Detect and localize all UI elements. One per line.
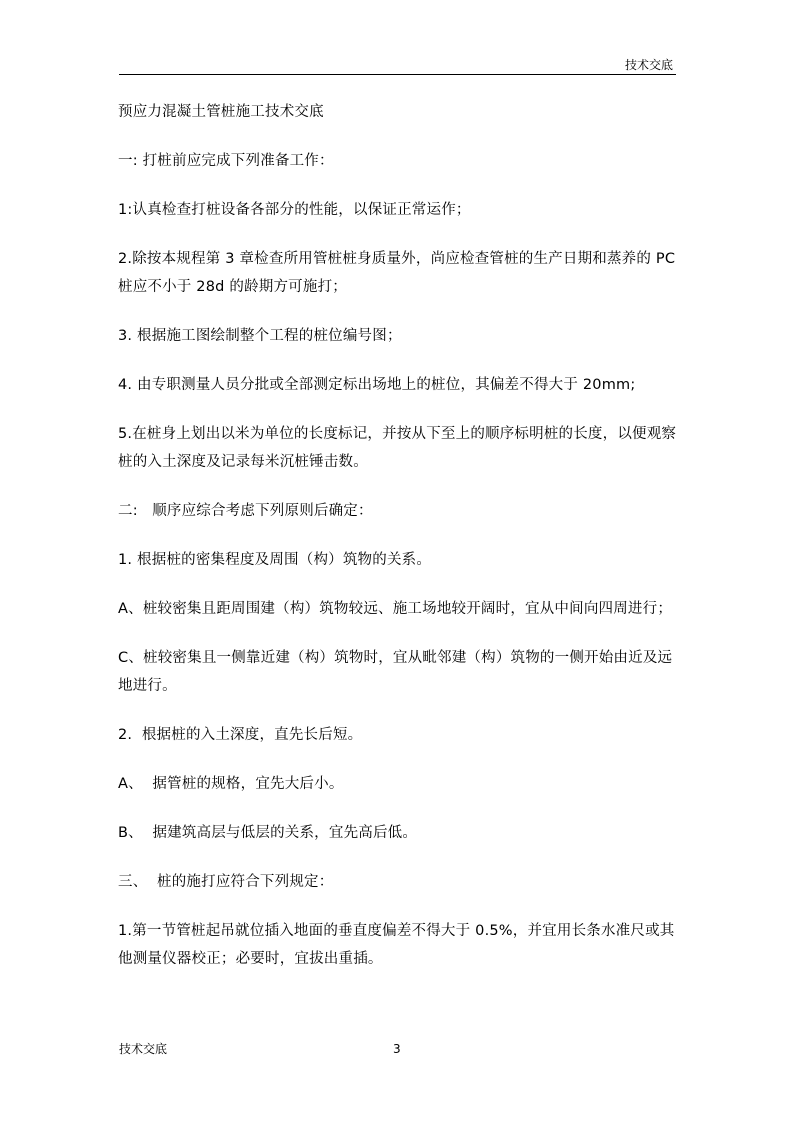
paragraph: 2.除按本规程第 3 章检查所用管桩桩身质量外，尚应检查管桩的生产日期和蒸养的 PC 桩应不小于 28d 的龄期方可施打； <box>118 251 680 295</box>
section-heading-1: 一: 打桩前应完成下列准备工作： <box>118 153 334 169</box>
paragraph: 1:认真检查打桩设备各部分的性能，以保证正常运作； <box>118 202 471 218</box>
paragraph: 4. 由专职测量人员分批或全部测定标出场地上的桩位，其偏差不得大于 20mm; <box>118 377 636 393</box>
document-body <box>118 98 678 994</box>
page-header-title: 技术交底 <box>624 58 673 72</box>
paragraph: 5.在桩身上划出以米为单位的长度标记，并按从下至上的顺序标明桩的长度，以便观察桩的入土深度及记录每米沉桩锤击数。 <box>118 426 677 470</box>
section-heading-2: 二: 顺序应综合考虑下列原则后确定： <box>118 503 373 519</box>
paragraph: C、桩较密集且一侧靠近建（构）筑物时，宜从毗邻建（构）筑物的一侧开始由近及远地进行。 <box>118 650 673 694</box>
paragraph: 1. 根据桩的密集程度及周围（构）筑物的关系。 <box>118 552 432 568</box>
header-divider <box>119 74 676 75</box>
section-heading-3: 三、 桩的施打应符合下列规定： <box>118 874 334 890</box>
paragraph: A、 据管桩的规格，宜先大后小。 <box>118 776 344 792</box>
paragraph: B、 据建筑高层与低层的关系，宜先高后低。 <box>118 825 418 841</box>
page-number: 3 <box>393 1042 401 1056</box>
paragraph: A、桩较密集且距周围建（构）筑物较远、施工场地较开阔时，宜从中间向四周进行； <box>118 601 673 617</box>
document-title: 预应力混凝土管桩施工技术交底 <box>118 104 324 120</box>
page-footer-text: 技术交底 <box>119 1042 168 1056</box>
paragraph: 1.第一节管桩起吊就位插入地面的垂直度偏差不得大于 0.5%，并宜用长条水准尺或其他测量仪器校正；必要时，宜拔出重插。 <box>118 923 675 967</box>
paragraph: 3. 根据施工图绘制整个工程的桩位编号图； <box>118 328 402 344</box>
paragraph: 2. 根据桩的入土深度，直先长后短。 <box>118 727 363 743</box>
